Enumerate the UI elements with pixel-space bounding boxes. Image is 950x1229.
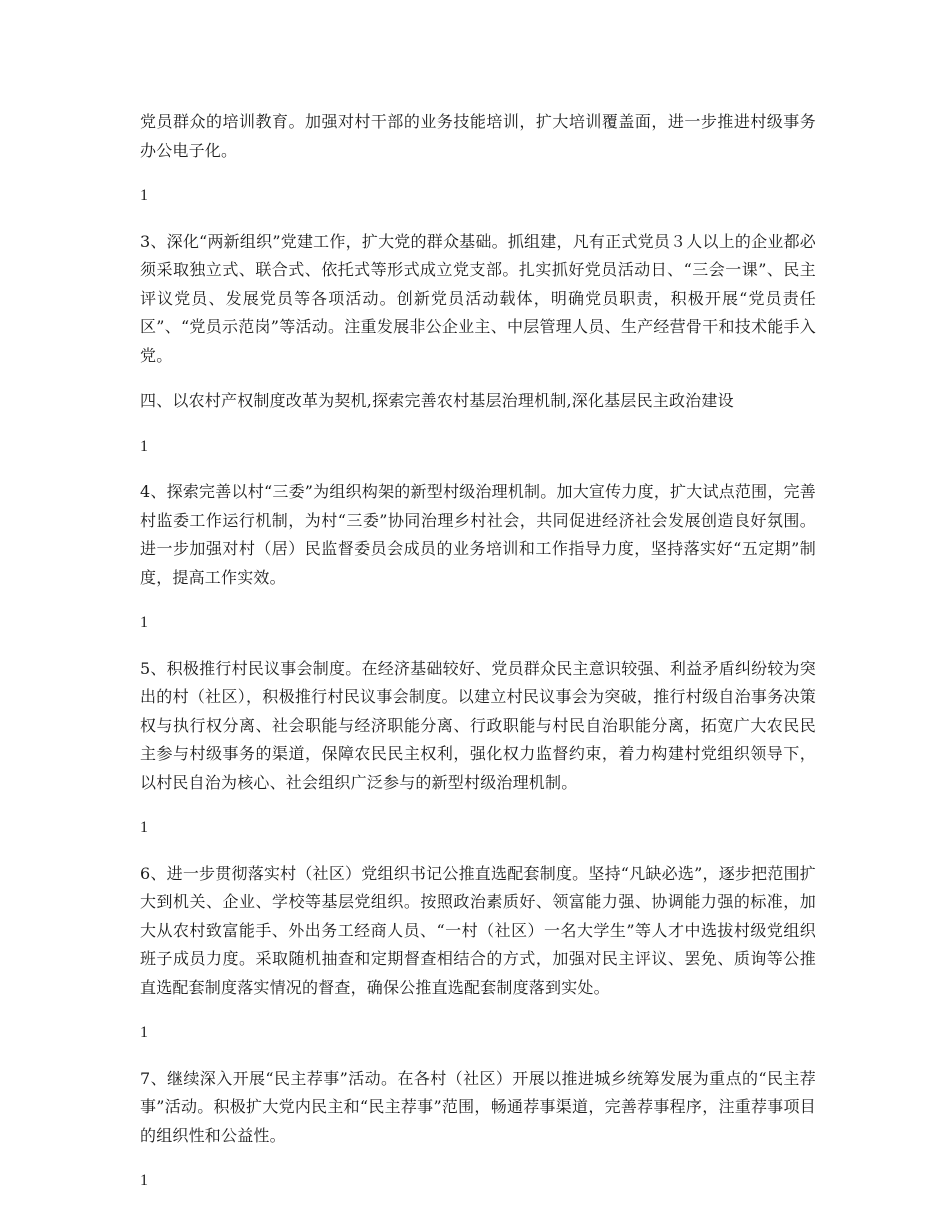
paragraph-item-6: 6、进一步贯彻落实村（社区）党组织书记公推直选配套制度。坚持“凡缺必选”，逐步把范围扩大到机关、企业、学校等基层党组织。按照政治素质好、领富能力强、协调能力强的标准，加大从农村致富能手、外出务工经商人员、“一村（社区）一名大学生”等人才中选拔村级党组织班子成员力度。采取随机抽查和定期督查相结合的方式，加强对民主评议、罢免、质询等公推直选配套制度落实情况的督查，确保公推直选配套制度落到实处。	[140, 863, 816, 997]
page-number-marker: 1	[140, 1024, 149, 1041]
paragraph-item-4: 4、探索完善以村“三委”为组织构架的新型村级治理机制。加大宣传力度，扩大试点范围，完善村监委工作运行机制，为村“三委”协同治理乡村社会，共同促进经济社会发展创造良好氛围。进一步加强对村（居）民监督委员会成员的业务培训和工作指导力度，坚持落实好“五定期”制度，提高工作实效。	[140, 482, 816, 587]
paragraph-item-7: 7、继续深入开展“民主荐事”活动。在各村（社区）开展以推进城乡统筹发展为重点的“民主荐事”活动。积极扩大党内民主和“民主荐事”范围，畅通荐事渠道，完善荐事程序，注重荐事项目的组织性和公益性。	[140, 1068, 816, 1145]
page-number-marker: 1	[140, 614, 149, 631]
paragraph-training: 党员群众的培训教育。加强对村干部的业务技能培训，扩大培训覆盖面，进一步推进村级事务办公电子化。	[140, 112, 816, 160]
section-heading-4: 四、以农村产权制度改革为契机,探索完善农村基层治理机制,深化基层民主政治建设	[140, 391, 734, 410]
page-number-marker: 1	[140, 187, 149, 204]
paragraph-item-5: 5、积极推行村民议事会制度。在经济基础较好、党员群众民主意识较强、利益矛盾纠纷较为突出的村（社区），积极推行村民议事会制度。以建立村民议事会为突破，推行村级自治事务决策权与执行权分离、社会职能与经济职能分离、行政职能与村民自治职能分离，拓宽广大农民民主参与村级事务的渠道，保障农民民主权利，强化权力监督约束，着力构建村党组织领导下，以村民自治为核心、社会组织广泛参与的新型村级治理机制。	[140, 658, 816, 792]
paragraph-item-3: 3、深化“两新组织”党建工作，扩大党的群众基础。抓组建，凡有正式党员３人以上的企业都必须采取独立式、联合式、依托式等形式成立党支部。扎实抓好党员活动日、“三会一课”、民主评议党员、发展党员等各项活动。创新党员活动载体，明确党员职责，积极开展“党员责任区”、“党员示范岗”等活动。注重发展非公企业主、中层管理人员、生产经营骨干和技术能手入党。	[140, 231, 816, 365]
page-number-marker: 1	[140, 819, 149, 836]
page-number-marker: 1	[140, 437, 149, 455]
document-page	[140, 108, 816, 1213]
page-number-marker: 1	[140, 1172, 149, 1189]
